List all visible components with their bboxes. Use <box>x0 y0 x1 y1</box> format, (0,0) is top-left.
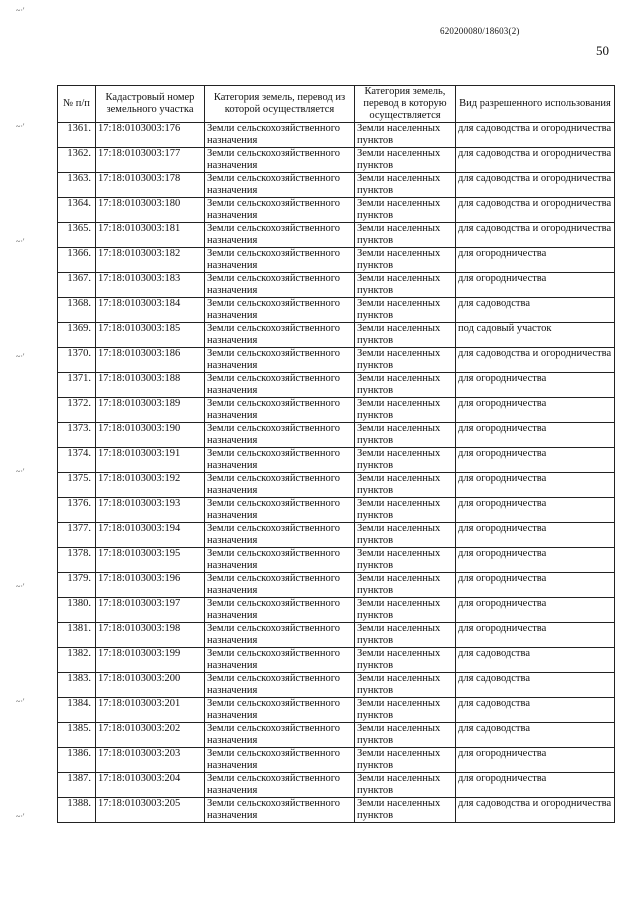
permitted-use: для огородничества <box>456 498 615 523</box>
category-to: Земли населенных пунктов <box>355 398 456 423</box>
permitted-use: для садоводства <box>456 298 615 323</box>
category-from: Земли сельскохозяйственного назначения <box>205 773 355 798</box>
row-number: 1379. <box>58 573 96 598</box>
cadastral-number: 17:18:0103003:197 <box>96 598 205 623</box>
permitted-use: для огородничества <box>456 273 615 298</box>
row-number: 1369. <box>58 323 96 348</box>
permitted-use: для садоводства и огородничества <box>456 123 615 148</box>
cadastral-number: 17:18:0103003:182 <box>96 248 205 273</box>
permitted-use: под садовый участок <box>456 323 615 348</box>
category-from: Земли сельскохозяйственного назначения <box>205 573 355 598</box>
category-to: Земли населенных пунктов <box>355 423 456 448</box>
table-body <box>58 123 615 823</box>
table-header-row <box>58 86 615 123</box>
category-to: Земли населенных пунктов <box>355 623 456 648</box>
row-number: 1382. <box>58 648 96 673</box>
margin-mark: ~·' <box>16 122 25 131</box>
row-number: 1388. <box>58 798 96 823</box>
margin-mark: ~·' <box>16 352 25 361</box>
permitted-use: для огородничества <box>456 373 615 398</box>
cadastral-number: 17:18:0103003:183 <box>96 273 205 298</box>
category-from: Земли сельскохозяйственного назначения <box>205 173 355 198</box>
category-from: Земли сельскохозяйственного назначения <box>205 223 355 248</box>
category-from: Земли сельскохозяйственного назначения <box>205 598 355 623</box>
table-row <box>58 723 615 748</box>
table-row <box>58 273 615 298</box>
permitted-use: для огородничества <box>456 523 615 548</box>
row-number: 1366. <box>58 248 96 273</box>
category-from: Земли сельскохозяйственного назначения <box>205 723 355 748</box>
cadastral-number: 17:18:0103003:185 <box>96 323 205 348</box>
category-to: Земли населенных пунктов <box>355 648 456 673</box>
land-table <box>57 85 615 823</box>
category-from: Земли сельскохозяйственного назначения <box>205 148 355 173</box>
cadastral-number: 17:18:0103003:176 <box>96 123 205 148</box>
row-number: 1374. <box>58 448 96 473</box>
category-to: Земли населенных пунктов <box>355 123 456 148</box>
category-to: Земли населенных пунктов <box>355 273 456 298</box>
table-row <box>58 223 615 248</box>
category-from: Земли сельскохозяйственного назначения <box>205 448 355 473</box>
permitted-use: для огородничества <box>456 623 615 648</box>
cadastral-number: 17:18:0103003:181 <box>96 223 205 248</box>
cadastral-number: 17:18:0103003:199 <box>96 648 205 673</box>
row-number: 1385. <box>58 723 96 748</box>
category-to: Земли населенных пунктов <box>355 748 456 773</box>
permitted-use: для садоводства и огородничества <box>456 173 615 198</box>
category-to: Земли населенных пунктов <box>355 798 456 823</box>
category-to: Земли населенных пунктов <box>355 323 456 348</box>
category-from: Земли сельскохозяйственного назначения <box>205 798 355 823</box>
table-row <box>58 773 615 798</box>
cadastral-number: 17:18:0103003:198 <box>96 623 205 648</box>
category-from: Земли сельскохозяйственного назначения <box>205 748 355 773</box>
row-number: 1361. <box>58 123 96 148</box>
category-to: Земли населенных пунктов <box>355 548 456 573</box>
permitted-use: для огородничества <box>456 598 615 623</box>
category-to: Земли населенных пунктов <box>355 348 456 373</box>
row-number: 1364. <box>58 198 96 223</box>
row-number: 1378. <box>58 548 96 573</box>
category-from: Земли сельскохозяйственного назначения <box>205 298 355 323</box>
row-number: 1377. <box>58 523 96 548</box>
category-to: Земли населенных пунктов <box>355 198 456 223</box>
category-to: Земли населенных пунктов <box>355 723 456 748</box>
row-number: 1384. <box>58 698 96 723</box>
row-number: 1362. <box>58 148 96 173</box>
table-row <box>58 673 615 698</box>
cadastral-number: 17:18:0103003:196 <box>96 573 205 598</box>
document-id: 620200080/18603(2) <box>440 26 520 36</box>
cadastral-number: 17:18:0103003:203 <box>96 748 205 773</box>
row-number: 1368. <box>58 298 96 323</box>
row-number: 1375. <box>58 473 96 498</box>
category-from: Земли сельскохозяйственного назначения <box>205 548 355 573</box>
category-to: Земли населенных пунктов <box>355 223 456 248</box>
table-row <box>58 348 615 373</box>
row-number: 1387. <box>58 773 96 798</box>
table-row <box>58 748 615 773</box>
row-number: 1386. <box>58 748 96 773</box>
category-to: Земли населенных пунктов <box>355 373 456 398</box>
margin-mark: ~·' <box>16 6 25 15</box>
permitted-use: для садоводства и огородничества <box>456 198 615 223</box>
cadastral-number: 17:18:0103003:205 <box>96 798 205 823</box>
category-to: Земли населенных пунктов <box>355 673 456 698</box>
category-from: Земли сельскохозяйственного назначения <box>205 423 355 448</box>
permitted-use: для садоводства и огородничества <box>456 223 615 248</box>
table-row <box>58 473 615 498</box>
permitted-use: для садоводства <box>456 698 615 723</box>
category-from: Земли сельскохозяйственного назначения <box>205 273 355 298</box>
cadastral-number: 17:18:0103003:177 <box>96 148 205 173</box>
permitted-use: для огородничества <box>456 748 615 773</box>
table-row <box>58 198 615 223</box>
cadastral-number: 17:18:0103003:195 <box>96 548 205 573</box>
permitted-use: для огородничества <box>456 423 615 448</box>
cadastral-number: 17:18:0103003:180 <box>96 198 205 223</box>
cadastral-number: 17:18:0103003:191 <box>96 448 205 473</box>
category-from: Земли сельскохозяйственного назначения <box>205 198 355 223</box>
category-from: Земли сельскохозяйственного назначения <box>205 498 355 523</box>
cadastral-number: 17:18:0103003:186 <box>96 348 205 373</box>
permitted-use: для огородничества <box>456 398 615 423</box>
table-row <box>58 123 615 148</box>
permitted-use: для садоводства и огородничества <box>456 798 615 823</box>
category-to: Земли населенных пунктов <box>355 148 456 173</box>
row-number: 1365. <box>58 223 96 248</box>
table-row <box>58 298 615 323</box>
table-row <box>58 248 615 273</box>
row-number: 1372. <box>58 398 96 423</box>
table-row <box>58 448 615 473</box>
margin-mark: ~·' <box>16 812 25 821</box>
page-number: 50 <box>596 43 609 58</box>
margin-mark: ~·' <box>16 697 25 706</box>
permitted-use: для садоводства <box>456 673 615 698</box>
cadastral-number: 17:18:0103003:193 <box>96 498 205 523</box>
permitted-use: для огородничества <box>456 248 615 273</box>
table-row <box>58 798 615 823</box>
cadastral-number: 17:18:0103003:190 <box>96 423 205 448</box>
table-row <box>58 173 615 198</box>
table-row <box>58 373 615 398</box>
column-header-permitted-use: Вид разрешенного использования <box>456 86 615 123</box>
table-row <box>58 548 615 573</box>
table-row <box>58 423 615 448</box>
column-header-cadastral: Кадастровый номер земельного участка <box>96 86 205 123</box>
category-from: Земли сельскохозяйственного назначения <box>205 398 355 423</box>
column-header-category-from: Категория земель, перевод из которой осуществляется <box>205 86 355 123</box>
row-number: 1373. <box>58 423 96 448</box>
table-row <box>58 573 615 598</box>
category-from: Земли сельскохозяйственного назначения <box>205 473 355 498</box>
cadastral-number: 17:18:0103003:204 <box>96 773 205 798</box>
category-to: Земли населенных пунктов <box>355 248 456 273</box>
table-row <box>58 398 615 423</box>
cadastral-number: 17:18:0103003:184 <box>96 298 205 323</box>
category-to: Земли населенных пунктов <box>355 448 456 473</box>
cadastral-number: 17:18:0103003:202 <box>96 723 205 748</box>
row-number: 1383. <box>58 673 96 698</box>
row-number: 1380. <box>58 598 96 623</box>
permitted-use: для огородничества <box>456 448 615 473</box>
category-from: Земли сельскохозяйственного назначения <box>205 248 355 273</box>
category-to: Земли населенных пунктов <box>355 523 456 548</box>
category-to: Земли населенных пунктов <box>355 698 456 723</box>
table-row <box>58 523 615 548</box>
category-from: Земли сельскохозяйственного назначения <box>205 373 355 398</box>
column-header-category-to: Категория земель, перевод в которую осуществляется <box>355 86 456 123</box>
category-to: Земли населенных пунктов <box>355 473 456 498</box>
row-number: 1370. <box>58 348 96 373</box>
category-from: Земли сельскохозяйственного назначения <box>205 123 355 148</box>
cadastral-number: 17:18:0103003:192 <box>96 473 205 498</box>
table-row <box>58 323 615 348</box>
row-number: 1376. <box>58 498 96 523</box>
cadastral-number: 17:18:0103003:200 <box>96 673 205 698</box>
category-to: Земли населенных пунктов <box>355 573 456 598</box>
table-row <box>58 148 615 173</box>
margin-mark: ~·' <box>16 237 25 246</box>
cadastral-number: 17:18:0103003:188 <box>96 373 205 398</box>
margin-mark: ~·' <box>16 582 25 591</box>
table-row <box>58 498 615 523</box>
category-to: Земли населенных пунктов <box>355 598 456 623</box>
permitted-use: для огородничества <box>456 573 615 598</box>
category-from: Земли сельскохозяйственного назначения <box>205 623 355 648</box>
row-number: 1381. <box>58 623 96 648</box>
category-from: Земли сельскохозяйственного назначения <box>205 523 355 548</box>
table-row <box>58 648 615 673</box>
cadastral-number: 17:18:0103003:201 <box>96 698 205 723</box>
permitted-use: для садоводства <box>456 648 615 673</box>
category-from: Земли сельскохозяйственного назначения <box>205 698 355 723</box>
category-from: Земли сельскохозяйственного назначения <box>205 648 355 673</box>
column-header-number: № п/п <box>58 86 96 123</box>
table-row <box>58 623 615 648</box>
margin-mark: ~·' <box>16 467 25 476</box>
permitted-use: для садоводства <box>456 723 615 748</box>
category-from: Земли сельскохозяйственного назначения <box>205 673 355 698</box>
category-to: Земли населенных пунктов <box>355 298 456 323</box>
cadastral-number: 17:18:0103003:194 <box>96 523 205 548</box>
permitted-use: для огородничества <box>456 473 615 498</box>
category-to: Земли населенных пунктов <box>355 498 456 523</box>
row-number: 1371. <box>58 373 96 398</box>
table-row <box>58 598 615 623</box>
permitted-use: для огородничества <box>456 773 615 798</box>
row-number: 1363. <box>58 173 96 198</box>
category-from: Земли сельскохозяйственного назначения <box>205 323 355 348</box>
category-to: Земли населенных пунктов <box>355 173 456 198</box>
permitted-use: для огородничества <box>456 548 615 573</box>
permitted-use: для садоводства и огородничества <box>456 148 615 173</box>
permitted-use: для садоводства и огородничества <box>456 348 615 373</box>
table-row <box>58 698 615 723</box>
category-to: Земли населенных пунктов <box>355 773 456 798</box>
row-number: 1367. <box>58 273 96 298</box>
cadastral-number: 17:18:0103003:178 <box>96 173 205 198</box>
cadastral-number: 17:18:0103003:189 <box>96 398 205 423</box>
category-from: Земли сельскохозяйственного назначения <box>205 348 355 373</box>
